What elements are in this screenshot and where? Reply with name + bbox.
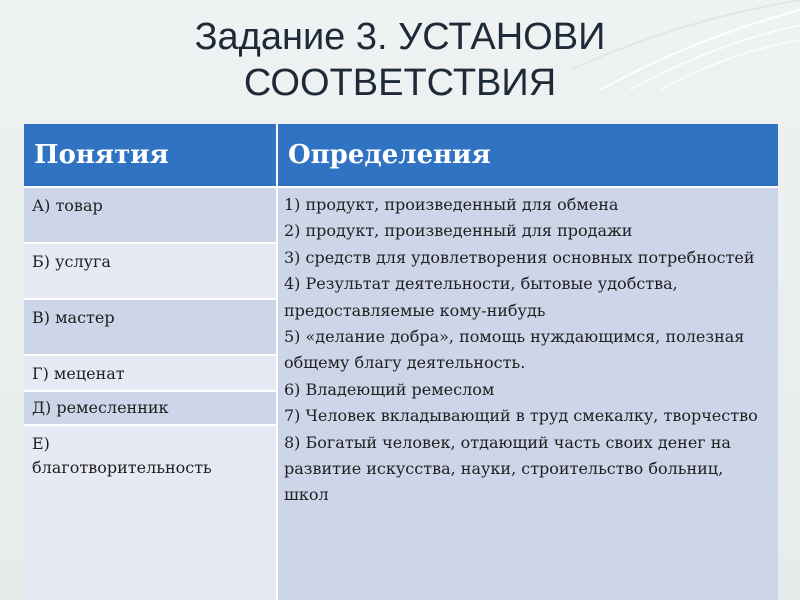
concept-cell: Б) услуга [24,242,278,298]
definition-item: 3) средств для удовлетворения основных потребностей [284,247,755,267]
slide-title-line-1: Задание 3. УСТАНОВИ [194,16,606,58]
header-concepts: Понятия [24,124,278,186]
concept-cell: А) товар [24,186,278,242]
definition-item: 8) Богатый человек, отдающий часть своих денег на развитие искусства, науки, строительство больниц, школ [284,432,731,505]
concept-cell: Д) ремесленник [24,390,278,424]
concept-cell: В) мастер [24,298,278,354]
slide-title [0,14,800,106]
definition-item: 4) Результат деятельности, бытовые удобства, предоставляемые кому-нибудь [284,274,678,320]
definition-item: 1) продукт, произведенный для обмена [284,195,619,214]
concept-cell: Е) благотворительность [24,424,278,600]
concept-cell: Г) меценат [24,354,278,390]
slide-title-line-2: СООТВЕТСТВИЯ [243,62,557,104]
definitions-cell [278,186,778,600]
definition-item: 6) Владеющий ремеслом [284,379,495,399]
definition-item: 2) продукт, произведенный для продажи [284,221,633,241]
matching-table [24,124,778,600]
header-definitions: Определения [278,124,778,186]
definition-item: 5) «делание добра», помощь нуждающимся, полезная общему благу деятельность. [284,327,745,373]
definition-item: 7) Человек вкладывающий в труд смекалку, творчество [284,406,758,426]
